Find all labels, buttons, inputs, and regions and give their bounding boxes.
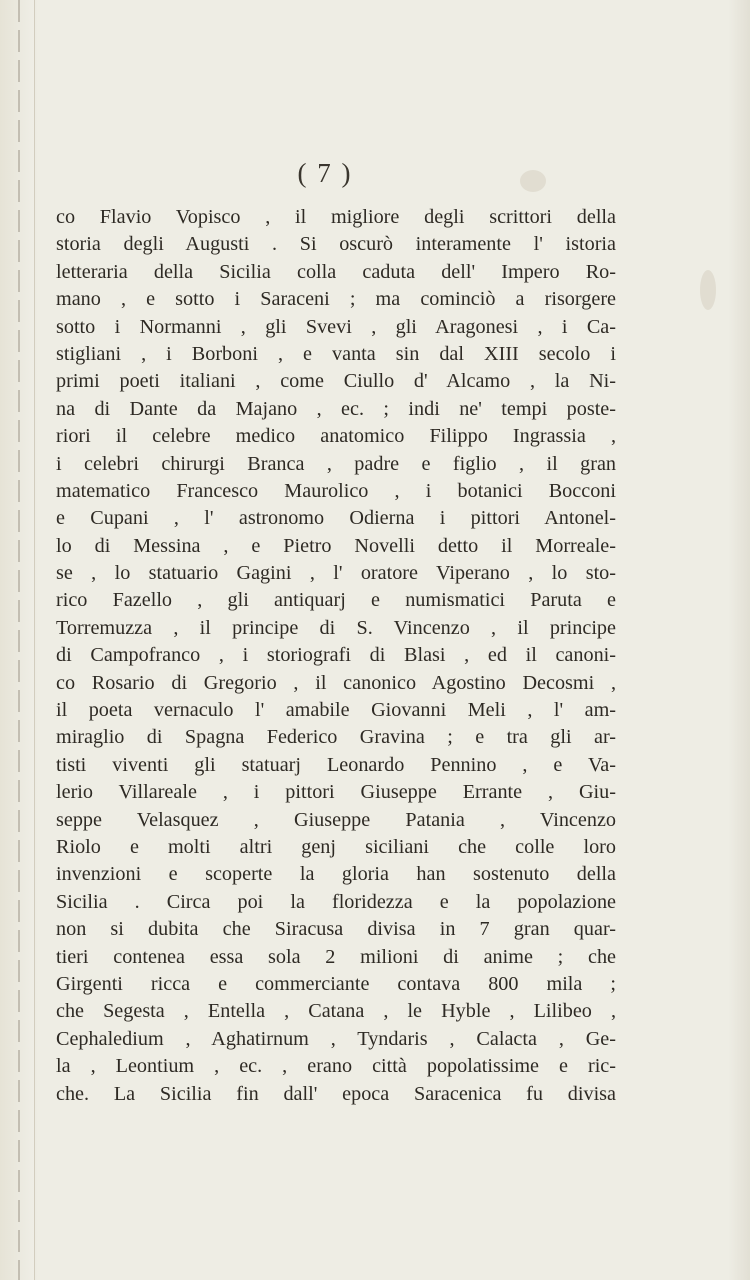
text-line: matematico Francesco Maurolico , i botanici Bocconi	[56, 479, 616, 502]
text-line: non si dubita che Siracusa divisa in 7 gran quar-	[56, 918, 616, 941]
body-text	[56, 204, 616, 1108]
text-line: se , lo statuario Gagini , l' oratore Viperano , lo sto-	[56, 562, 616, 585]
text-line: Girgenti ricca e commerciante contava 800 mila ;	[56, 972, 616, 995]
text-line: che. La Sicilia fin dall' epoca Saracenica fu divisa	[56, 1082, 616, 1105]
text-line: riori il celebre medico anatomico Filippo Ingrassia ,	[56, 425, 616, 448]
text-line: tieri contenea essa sola 2 milioni di anime ; che	[56, 945, 616, 968]
text-line: rico Fazello , gli antiquarj e numismatici Paruta e	[56, 589, 616, 612]
text-line: co Rosario di Gregorio , il canonico Agostino Decosmi ,	[56, 671, 616, 694]
text-line: seppe Velasquez , Giuseppe Patania , Vincenzo	[56, 808, 616, 831]
binding-edge	[18, 0, 20, 1280]
text-line: Sicilia . Circa poi la floridezza e la popolazione	[56, 890, 616, 913]
text-line: miraglio di Spagna Federico Gravina ; e tra gli ar-	[56, 726, 616, 749]
text-line: tisti viventi gli statuarj Leonardo Pennino , e Va-	[56, 753, 616, 776]
text-line: Riolo e molti altri genj siciliani che colle loro	[56, 835, 616, 858]
paper-stain	[700, 270, 716, 310]
text-line: Cephaledium , Aghatirnum , Tyndaris , Calacta , Ge-	[56, 1027, 616, 1050]
text-line: co Flavio Vopisco , il migliore degli scrittori della	[56, 206, 616, 228]
text-line: di Campofranco , i storiografi di Blasi , ed il canoni-	[56, 644, 616, 667]
text-line: e Cupani , l' astronomo Odierna i pittori Antonel-	[56, 507, 616, 530]
text-line: lerio Villareale , i pittori Giuseppe Errante , Giu-	[56, 781, 616, 804]
text-line: primi poeti italiani , come Ciullo d' Alcamo , la Ni-	[56, 370, 616, 393]
text-line: invenzioni e scoperte la gloria han sostenuto della	[56, 863, 616, 886]
text-line: stigliani , i Borboni , e vanta sin dal XIII secolo i	[56, 342, 616, 365]
text-line: mano , e sotto i Saraceni ; ma cominciò a risorgere	[56, 288, 616, 311]
text-line: il poeta vernaculo l' amabile Giovanni Meli , l' am-	[56, 699, 616, 722]
text-line: lo di Messina , e Pietro Novelli detto il Morreale-	[56, 534, 616, 557]
text-line: sotto i Normanni , gli Svevi , gli Aragonesi , i Ca-	[56, 315, 616, 338]
text-line: che Segesta , Entella , Catana , le Hyble , Lilibeo ,	[56, 1000, 616, 1023]
text-line: i celebri chirurgi Branca , padre e figlio , il gran	[56, 452, 616, 475]
page-number: ( 7 )	[297, 158, 353, 188]
text-line: storia degli Augusti . Si oscurò interamente l' istoria	[56, 233, 616, 256]
text-line: na di Dante da Majano , ec. ; indi ne' tempi poste-	[56, 397, 616, 420]
text-line: letteraria della Sicilia colla caduta dell' Impero Ro-	[56, 260, 616, 283]
text-line: la , Leontium , ec. , erano città popolatissime e ric-	[56, 1055, 616, 1078]
text-line: Torremuzza , il principe di S. Vincenzo , il principe	[56, 616, 616, 639]
